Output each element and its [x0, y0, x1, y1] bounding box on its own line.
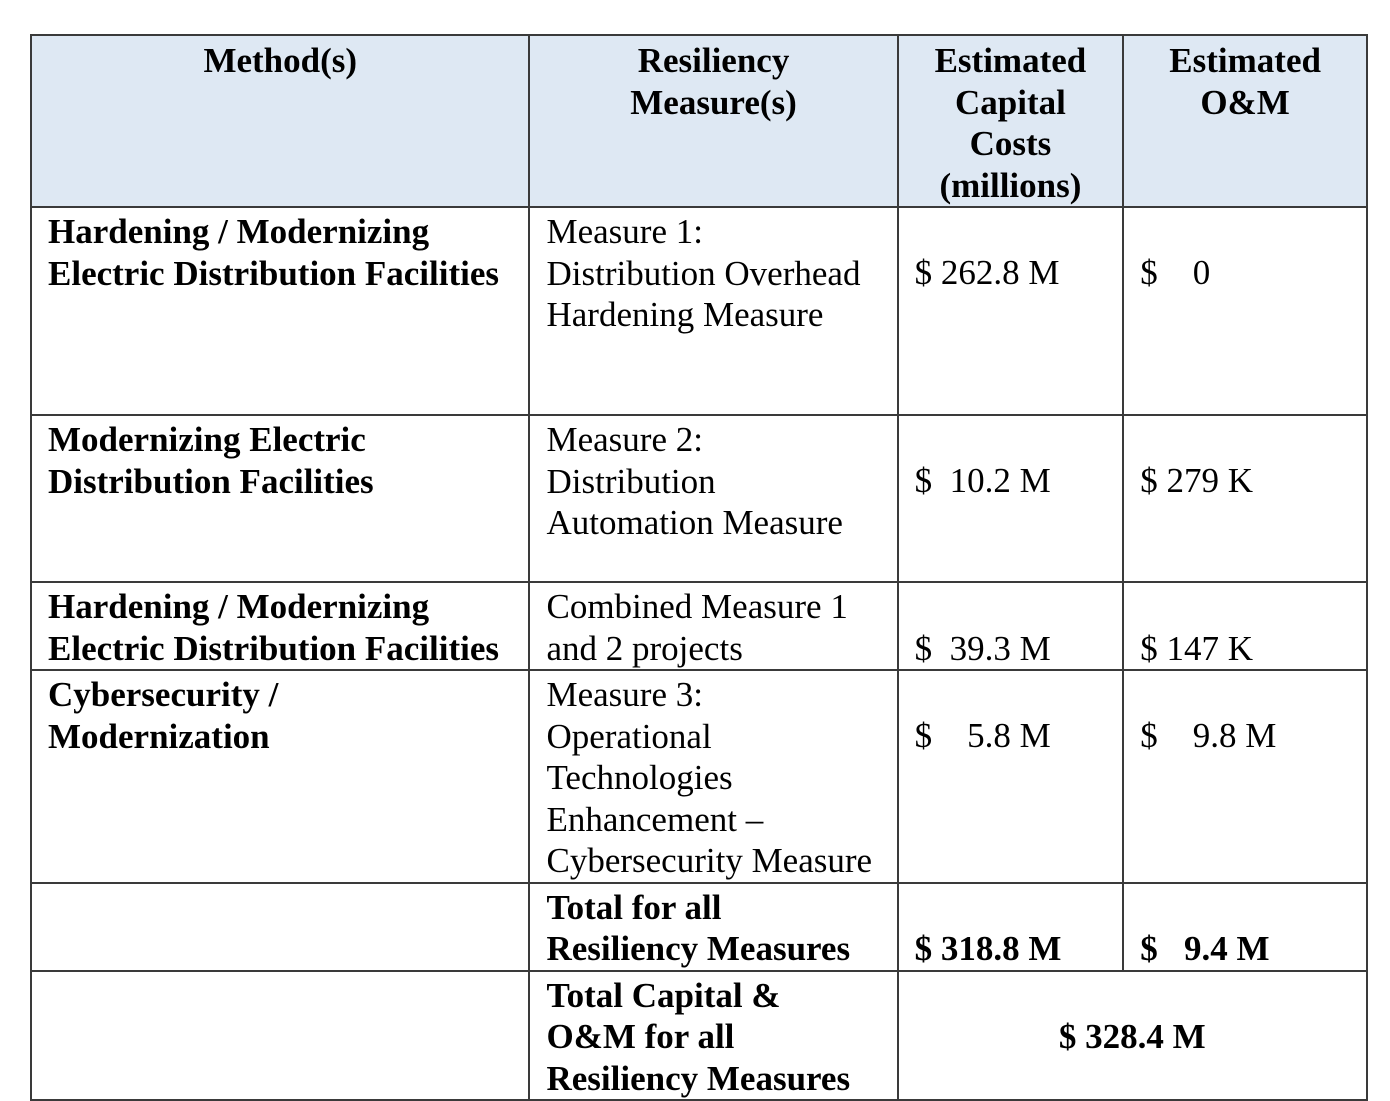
grand-total-label-cell: Total Capital & O&M for all Resiliency Measures: [529, 971, 897, 1101]
header-method: Method(s): [31, 35, 529, 207]
table-row: [31, 670, 1367, 883]
om-cost-cell: $ 279 K: [1123, 415, 1367, 582]
header-row: [31, 35, 1367, 207]
grand-total-row: [31, 971, 1367, 1101]
total-label-cell: Total for all Resiliency Measures: [529, 883, 897, 971]
total-capital-cell: $ 318.8 M: [898, 883, 1124, 971]
measure-cell: Measure 2: Distribution Automation Measure: [529, 415, 897, 582]
measure-cell: Measure 1: Distribution Overhead Hardening Measure: [529, 207, 897, 415]
header-measure: Resiliency Measure(s): [529, 35, 897, 207]
capital-cost-cell: $ 5.8 M: [898, 670, 1124, 883]
method-cell: Hardening / Modernizing Electric Distribution Facilities: [31, 582, 529, 670]
measure-cell: Measure 3: Operational Technologies Enhancement – Cybersecurity Measure: [529, 670, 897, 883]
header-om: Estimated O&M: [1123, 35, 1367, 207]
om-cost-cell: $ 147 K: [1123, 582, 1367, 670]
header-capital-costs: Estimated Capital Costs (millions): [898, 35, 1124, 207]
measure-cell: Combined Measure 1 and 2 projects: [529, 582, 897, 670]
resiliency-cost-table: [30, 34, 1368, 1101]
om-cost-cell: $ 9.8 M: [1123, 670, 1367, 883]
method-cell: Cybersecurity / Modernization: [31, 670, 529, 883]
empty-cell: [31, 971, 529, 1101]
total-om-cell: $ 9.4 M: [1123, 883, 1367, 971]
total-row: [31, 883, 1367, 971]
table-row: [31, 582, 1367, 670]
method-cell: Hardening / Modernizing Electric Distribution Facilities: [31, 207, 529, 415]
capital-cost-cell: $ 262.8 M: [898, 207, 1124, 415]
method-cell: Modernizing Electric Distribution Facilities: [31, 415, 529, 582]
table-row: [31, 415, 1367, 582]
capital-cost-cell: $ 10.2 M: [898, 415, 1124, 582]
empty-cell: [31, 883, 529, 971]
om-cost-cell: $ 0: [1123, 207, 1367, 415]
grand-total-value-cell: $ 328.4 M: [898, 971, 1367, 1101]
table-row: [31, 207, 1367, 415]
capital-cost-cell: $ 39.3 M: [898, 582, 1124, 670]
